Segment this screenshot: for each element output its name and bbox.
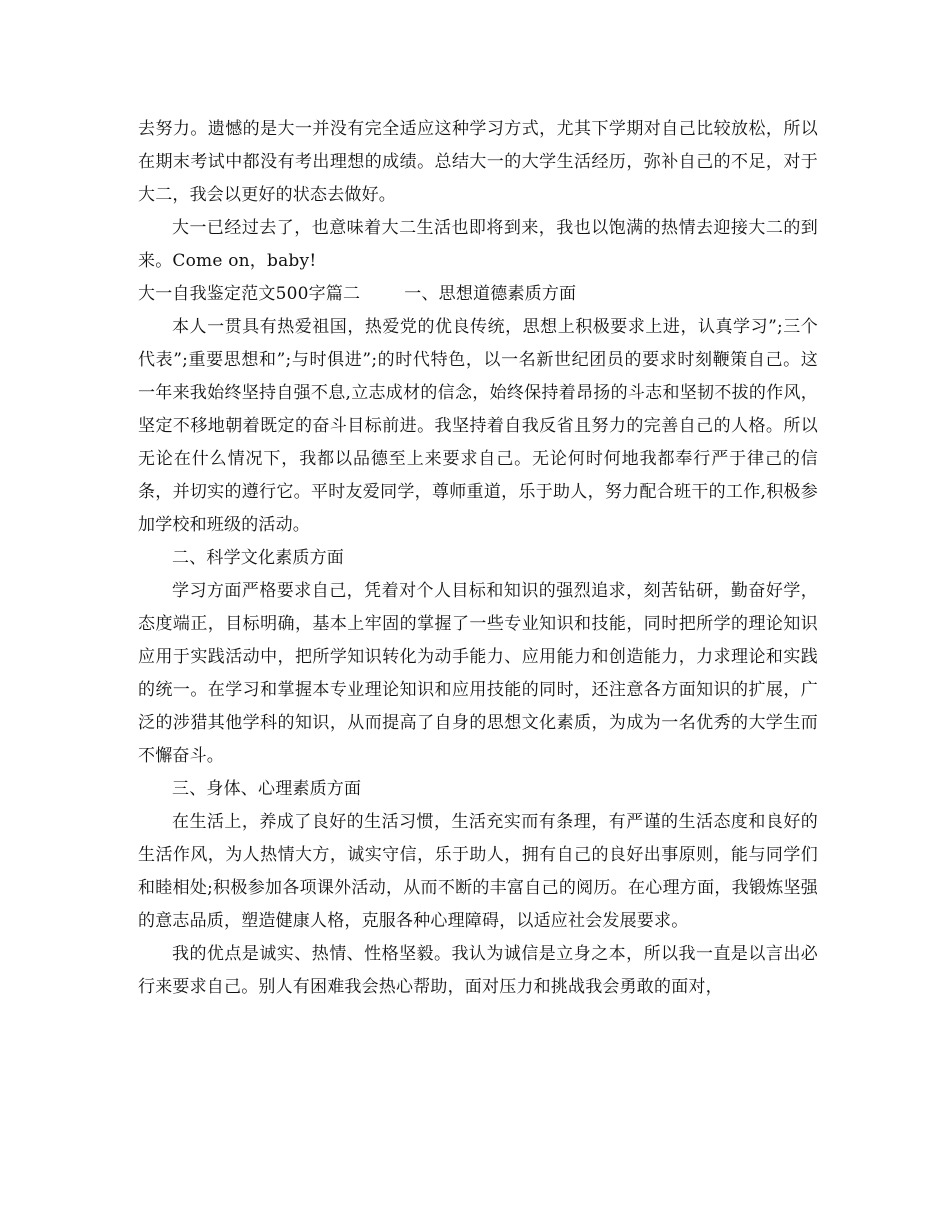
paragraph-continuation: 去努力。遗憾的是大一并没有完全适应这种学习方式，尤其下学期对自己比较放松，所以在期末考试中都没有考出理想的成绩。总结大一的大学生活经历，弥补自己的不足，对于大二，我会以更好的状态去做好。: [138, 119, 818, 205]
document-body: [138, 113, 818, 1004]
section2-body: 学习方面严格要求自己，凭着对个人目标和知识的强烈追求，刻苦钻研，勤奋好学，态度端正，目标明确，基本上牢固的掌握了一些专业知识和技能，同时把所学的理论知识应用于实践活动中，把所学知识转化为动手能力、应用能力和创造能力，力求理论和实践的统一。在学习和掌握本专业理论知识和应用技能的同时，还注意各方面知识的扩展，广泛的涉猎其他学科的知识，从而提高了自身的思想文化素质，为成为一名优秀的大学生而不懈奋斗。: [138, 581, 818, 766]
section3-body: 在生活上，养成了良好的生活习惯，生活充实而有条理，有严谨的生活态度和良好的生活作风，为人热情大方，诚实守信，乐于助人，拥有自己的良好出事原则，能与同学们和睦相处;积极参加各项课外活动，从而不断的丰富自己的阅历。在心理方面，我锻炼坚强的意志品质，塑造健康人格，克服各种心理障碍，以适应社会发展要求。: [138, 812, 818, 931]
section-heading-1: 一、思想道德素质方面: [404, 284, 577, 304]
section1-body: 本人一贯具有热爱祖国，热爱党的优良传统，思想上积极要求上进，认真学习”;三个代表”;重要思想和”;与时俱进”;的时代特色，以一名新世纪团员的要求时刻鞭策自己。这一年来我始终坚持自强不息,立志成材的信念，始终保持着昂扬的斗志和坚韧不拔的作风，坚定不移地朝着既定的奋斗目标前进。我坚持着自我反省且努力的完善自己的人格。所以无论在什么情况下，我都以品德至上来要求自己。无论何时何地我都奉行严于律己的信条，并切实的遵行它。平时友爱同学，尊师重道，乐于助人，努力配合班干的工作,积极参加学校和班级的活动。: [138, 317, 818, 535]
section-heading-3: 三、身体、心理素质方面: [172, 779, 362, 799]
paragraph-year-end: 大一已经过去了，也意味着大二生活也即将到来，我也以饱满的热情去迎接大二的到来。Come on，baby!: [138, 218, 818, 271]
section3-closing: 我的优点是诚实、热情、性格坚毅。我认为诚信是立身之本，所以我一直是以言出必行来要求自己。别人有困难我会热心帮助，面对压力和挑战我会勇敢的面对，: [138, 944, 818, 997]
section-heading-2: 二、科学文化素质方面: [172, 548, 344, 568]
chapter-title-line: [138, 278, 818, 311]
chapter-title: 大一自我鉴定范文500字篇二: [138, 284, 361, 304]
